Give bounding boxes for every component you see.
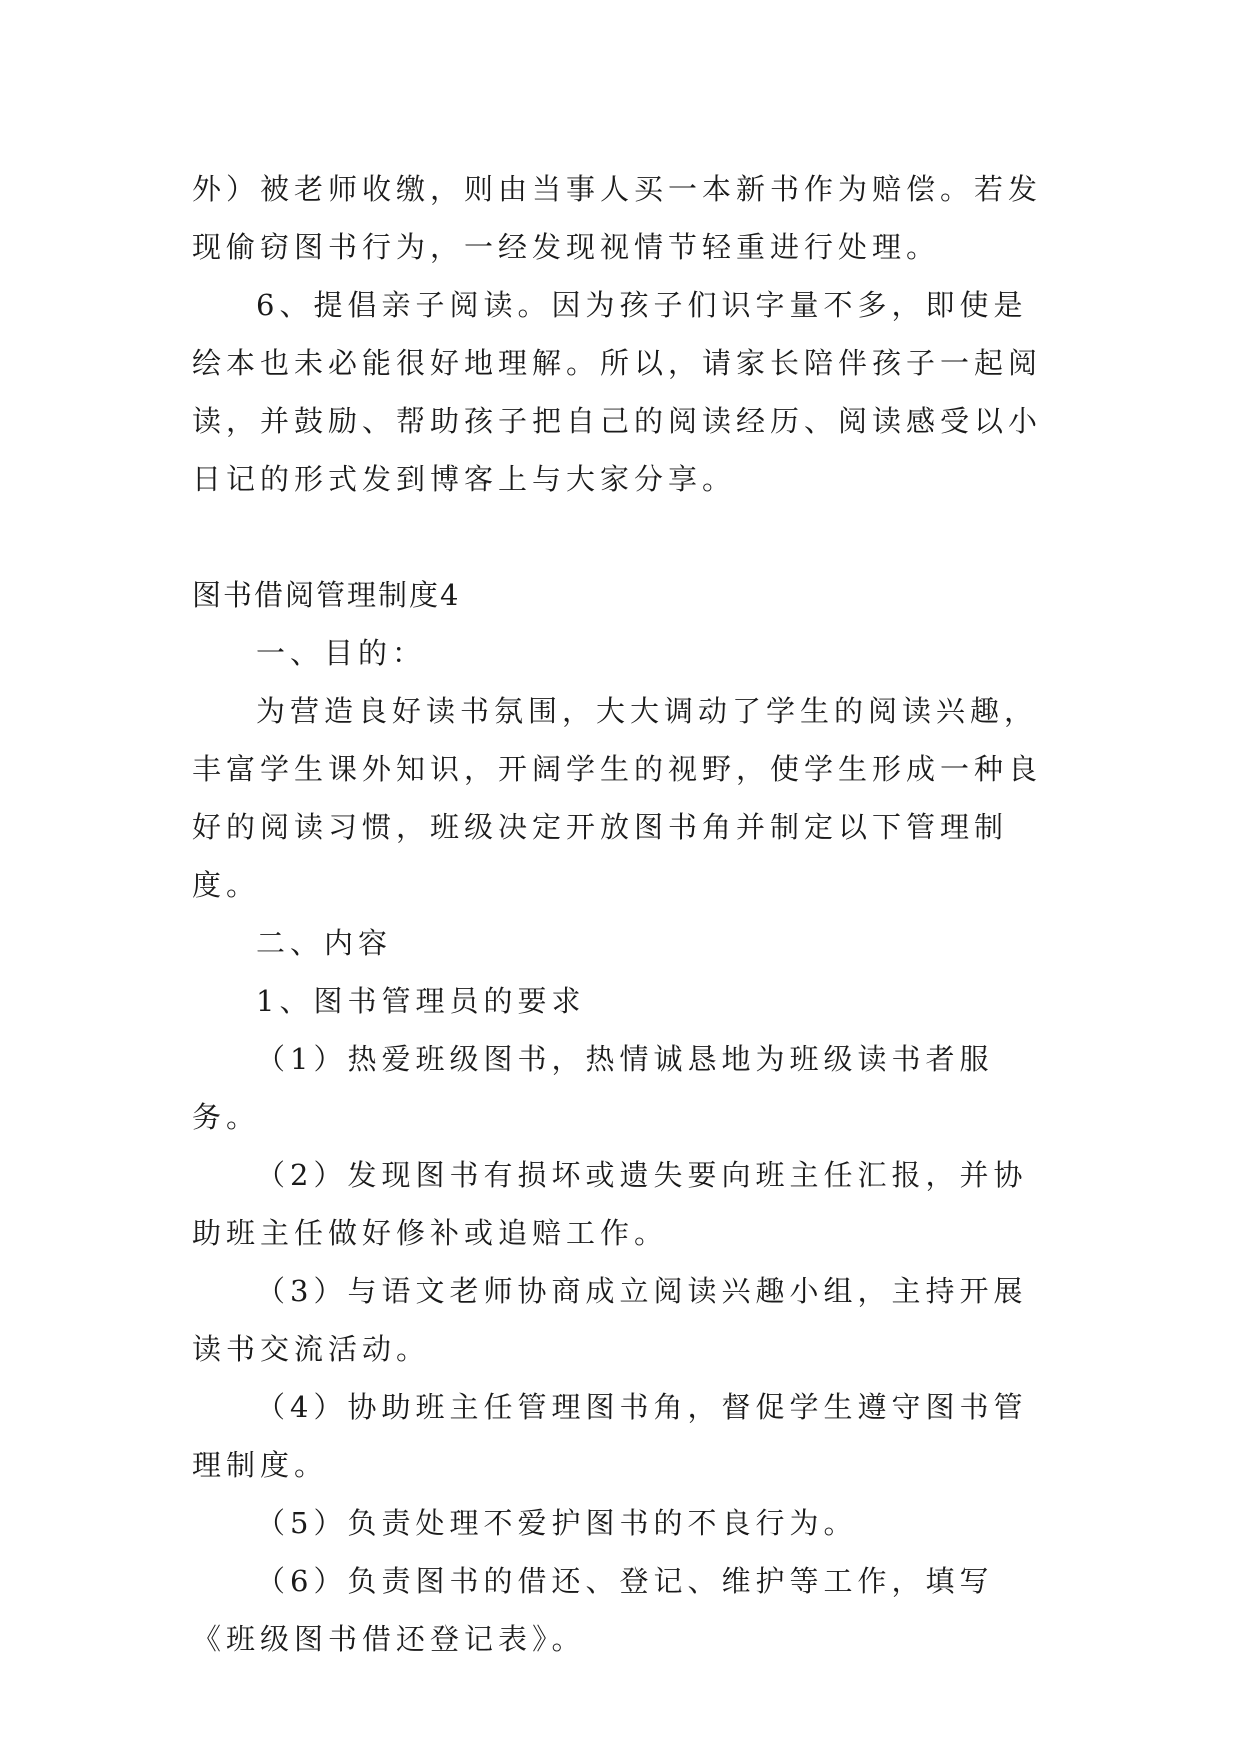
librarian-heading: 1、图书管理员的要求: [256, 984, 586, 1018]
requirement-item: （1）热爱班级图书，热情诚恳地为班级读书者服务。: [192, 1042, 994, 1134]
section-title: 图书借阅管理制度4: [192, 578, 461, 612]
section-gap: [192, 508, 1052, 566]
requirement-item: （2）发现图书有损坏或遗失要向班主任汇报，并协助班主任做好修补或追赔工作。: [192, 1158, 1028, 1250]
requirement-item: （6）负责图书的借还、登记、维护等工作，填写《班级图书借还登记表》。: [192, 1564, 994, 1656]
paragraph-compensation: 外）被老师收缴，则由当事人买一本新书作为赔偿。若发现偷窃图书行为，一经发现视情节轻重进行处理。: [192, 172, 1043, 264]
document-body: [192, 160, 1052, 1668]
requirement-item: （5）负责处理不爱护图书的不良行为。: [256, 1506, 858, 1540]
purpose-heading: 一、目的：: [256, 636, 427, 670]
content-heading: 二、内容: [256, 926, 393, 960]
purpose-text: 为营造良好读书氛围，大大调动了学生的阅读兴趣，丰富学生课外知识，开阔学生的视野，使学生形成一种良好的阅读习惯，班级决定开放图书角并制定以下管理制度。: [192, 694, 1043, 902]
requirement-item: （3）与语文老师协商成立阅读兴趣小组，主持开展读书交流活动。: [192, 1274, 1028, 1366]
paragraph-parent-child-reading: 6、提倡亲子阅读。因为孩子们识字量不多，即使是绘本也未必能很好地理解。所以，请家长陪伴孩子一起阅读，并鼓励、帮助孩子把自己的阅读经历、阅读感受以小日记的形式发到博客上与大家分享。: [192, 288, 1043, 496]
requirement-item: （4）协助班主任管理图书角，督促学生遵守图书管理制度。: [192, 1390, 1028, 1482]
